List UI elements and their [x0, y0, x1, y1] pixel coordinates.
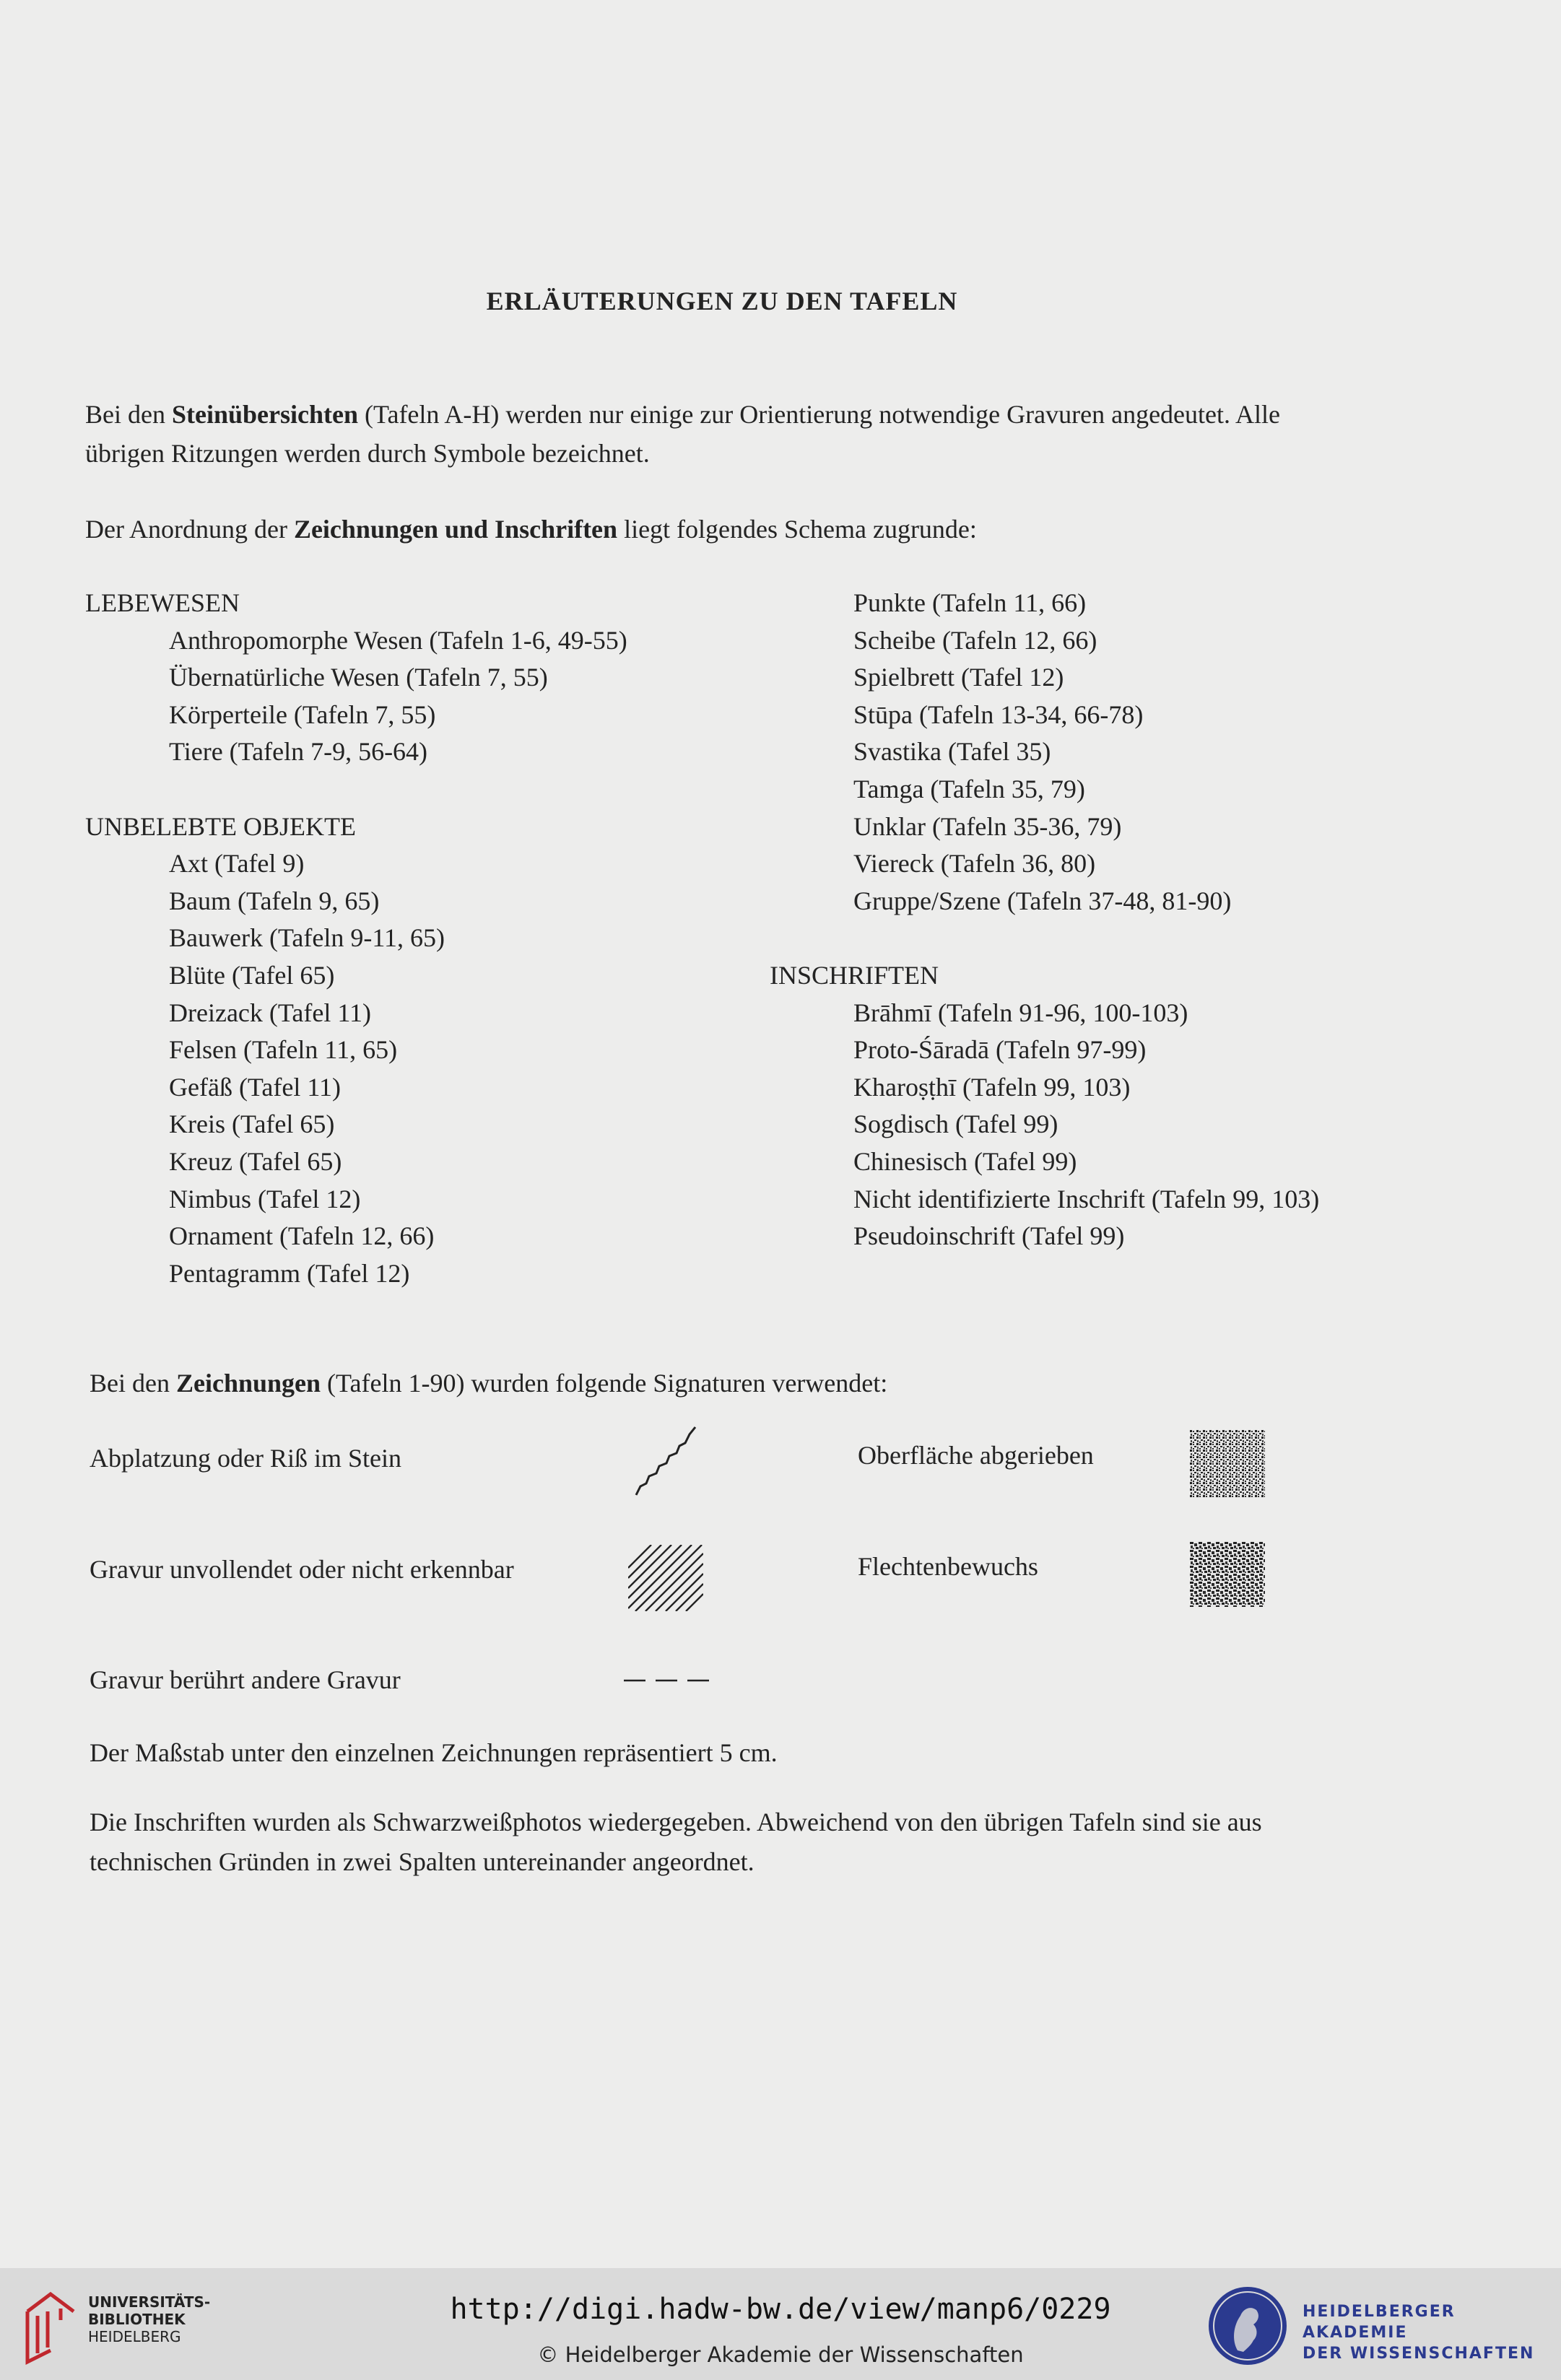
intro-text: Bei den — [85, 400, 172, 429]
list-item: Spielbrett (Tafel 12) — [853, 663, 1064, 692]
inscriptions-note-line2: technischen Gründen in zwei Spalten untereinander angeordnet. — [90, 1847, 755, 1876]
list-item: Tiere (Tafeln 7-9, 56-64) — [169, 737, 428, 767]
list-item: Kreuz (Tafel 65) — [169, 1146, 342, 1176]
list-item: Chinesisch (Tafel 99) — [853, 1146, 1077, 1176]
hadw-seal-logo-icon — [1206, 2284, 1290, 2368]
list-item: Dreizack (Tafel 11) — [169, 998, 371, 1027]
footer-bar — [0, 2268, 1561, 2380]
list-item: Sogdisch (Tafel 99) — [853, 1110, 1058, 1139]
list-item: Körperteile (Tafeln 7, 55) — [169, 699, 436, 729]
list-item: Stūpa (Tafeln 13-34, 66-78) — [853, 699, 1144, 729]
list-item: Tamga (Tafeln 35, 79) — [853, 774, 1085, 803]
list-item: Blüte (Tafel 65) — [169, 960, 335, 990]
list-item: Baum (Tafeln 9, 65) — [169, 886, 380, 915]
list-item: Ornament (Tafeln 12, 66) — [169, 1221, 435, 1251]
intro-text: (Tafeln A-H) werden nur einige zur Orientierung notwendige Gravuren angedeutet. Alle — [358, 400, 1280, 429]
list-item: Pseudoinschrift (Tafel 99) — [853, 1221, 1125, 1251]
list-item: Nimbus (Tafel 12) — [169, 1184, 361, 1213]
list-item: Gefäß (Tafel 11) — [169, 1072, 342, 1102]
page-url-link[interactable]: http://digi.hadw-bw.de/view/manp6/0229 — [450, 2293, 1111, 2326]
ub-line: BIBLIOTHEK — [88, 2311, 186, 2328]
list-item: Felsen (Tafeln 11, 65) — [169, 1035, 398, 1065]
list-item: Kreis (Tafel 65) — [169, 1110, 335, 1139]
list-item: Brāhmī (Tafeln 91-96, 100-103) — [853, 998, 1188, 1027]
dashed-line-symbol-icon — [621, 1673, 715, 1688]
list-item: UNBELEBTE OBJEKTE — [85, 811, 356, 841]
list-item: Anthropomorphe Wesen (Tafeln 1-6, 49-55) — [169, 625, 627, 655]
intro-paragraph-line1 — [85, 396, 1280, 433]
list-item: Viereck (Tafeln 36, 80) — [853, 849, 1096, 879]
ub-line: UNIVERSITÄTS- — [88, 2293, 211, 2311]
schema-intro — [85, 510, 977, 548]
list-item: Proto-Śāradā (Tafeln 97-99) — [853, 1035, 1147, 1065]
list-item: Bauwerk (Tafeln 9-11, 65) — [169, 923, 445, 953]
schema-intro-bold: Zeichnungen und Inschriften — [293, 515, 618, 544]
list-item: Scheibe (Tafeln 12, 66) — [853, 625, 1097, 655]
hadw-name — [1303, 2301, 1561, 2364]
signatures-intro-text: (Tafeln 1-90) wurden folgende Signaturen verwendet: — [321, 1369, 888, 1398]
schema-intro-text: liegt folgendes Schema zugrunde: — [617, 515, 977, 544]
intro-paragraph-line2: übrigen Ritzungen werden durch Symbole bezeichnet. — [85, 439, 650, 468]
list-item: Axt (Tafel 9) — [169, 849, 305, 879]
left-column-list — [85, 585, 627, 1292]
hadw-line: HEIDELBERGER AKADEMIE — [1303, 2303, 1456, 2342]
signatures-intro-text: Bei den — [90, 1369, 176, 1398]
page-title: ERLÄUTERUNGEN ZU DEN TAFELN — [486, 287, 958, 315]
list-item: Kharoṣṭhī (Tafeln 99, 103) — [853, 1072, 1131, 1102]
legend-label-gravur-beruehrt: Gravur berührt andere Gravur — [90, 1665, 401, 1694]
legend-label-oberflaeche: Oberfläche abgerieben — [858, 1441, 1094, 1470]
list-spacer — [770, 920, 1319, 957]
list-item: Übernatürliche Wesen (Tafeln 7, 55) — [169, 663, 548, 692]
signatures-intro-bold: Zeichnungen — [175, 1369, 321, 1398]
ub-line: HEIDELBERG — [88, 2328, 181, 2345]
list-item: INSCHRIFTEN — [770, 960, 939, 990]
list-item: Pentagramm (Tafel 12) — [169, 1258, 410, 1288]
right-column-list — [770, 585, 1319, 1255]
intro-bold-term: Steinübersichten — [171, 400, 358, 429]
list-item: Nicht identifizierte Inschrift (Tafeln 99, 103) — [853, 1184, 1320, 1213]
crack-symbol-icon — [632, 1426, 704, 1498]
legend-label-flechten: Flechtenbewuchs — [858, 1552, 1038, 1581]
schema-intro-text: Der Anordnung der — [85, 515, 294, 544]
signatures-intro — [90, 1364, 887, 1402]
list-item: Unklar (Tafeln 35-36, 79) — [853, 811, 1122, 841]
list-item: LEBEWESEN — [85, 588, 240, 617]
hatching-symbol-icon — [628, 1545, 703, 1611]
hadw-line: DER WISSENSCHAFTEN — [1303, 2345, 1535, 2363]
list-item: Gruppe/Szene (Tafeln 37-48, 81-90) — [853, 886, 1232, 915]
list-spacer — [85, 771, 627, 808]
copyright-notice: © Heidelberger Akademie der Wissenschaften — [537, 2342, 1024, 2367]
lichen-pattern-icon — [1190, 1542, 1265, 1607]
inscriptions-note-line1: Die Inschriften wurden als Schwarzweißphotos wiedergegeben. Abweichend von den übrigen Tafeln sind sie aus — [90, 1808, 1262, 1836]
scale-note: Der Maßstab unter den einzelnen Zeichnungen repräsentiert 5 cm. — [90, 1738, 778, 1767]
legend-label-abplatzung: Abplatzung oder Riß im Stein — [90, 1444, 401, 1473]
list-item: Svastika (Tafel 35) — [853, 737, 1051, 767]
abraded-surface-pattern-icon — [1190, 1430, 1265, 1498]
legend-label-gravur-unvollendet: Gravur unvollendet oder nicht erkennbar — [90, 1555, 514, 1584]
list-item: Punkte (Tafeln 11, 66) — [853, 588, 1087, 617]
